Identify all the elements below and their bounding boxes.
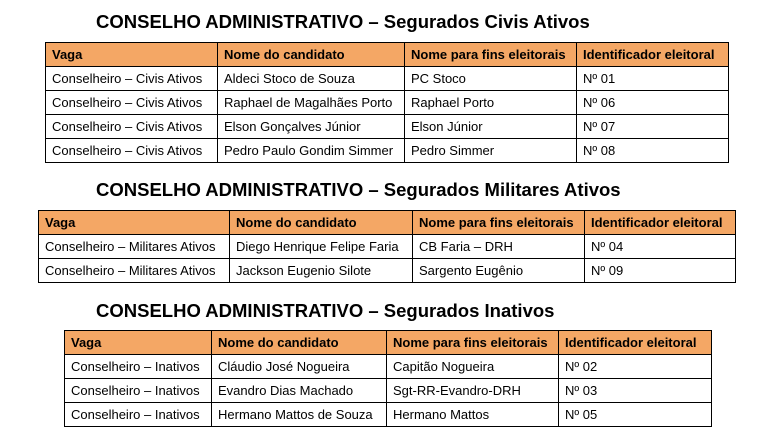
cell-nome-candidato: Elson Gonçalves Júnior (218, 115, 405, 139)
cell-vaga: Conselheiro – Civis Ativos (46, 91, 218, 115)
table-header-row (39, 211, 736, 235)
cell-nome-eleitoral: Raphael Porto (405, 91, 577, 115)
table-civis-ativos (45, 42, 729, 163)
col-header-nome-eleitoral: Nome para fins eleitorais (387, 331, 559, 355)
col-header-identificador: Identificador eleitoral (585, 211, 736, 235)
cell-vaga: Conselheiro – Civis Ativos (46, 115, 218, 139)
cell-identificador: Nº 06 (577, 91, 729, 115)
cell-nome-candidato: Jackson Eugenio Silote (230, 259, 413, 283)
cell-nome-candidato: Diego Henrique Felipe Faria (230, 235, 413, 259)
cell-identificador: Nº 02 (559, 355, 712, 379)
cell-identificador: Nº 04 (585, 235, 736, 259)
cell-identificador: Nº 07 (577, 115, 729, 139)
cell-identificador: Nº 09 (585, 259, 736, 283)
cell-nome-eleitoral: CB Faria – DRH (413, 235, 585, 259)
cell-vaga: Conselheiro – Inativos (65, 355, 212, 379)
cell-nome-eleitoral: Capitão Nogueira (387, 355, 559, 379)
section-title-militares-ativos: CONSELHO ADMINISTRATIVO – Segurados Militares Ativos (96, 179, 621, 200)
table-row (46, 67, 729, 91)
cell-nome-candidato: Hermano Mattos de Souza (212, 403, 387, 427)
col-header-vaga: Vaga (46, 43, 218, 67)
table-row (65, 403, 712, 427)
cell-identificador: Nº 08 (577, 139, 729, 163)
cell-vaga: Conselheiro – Civis Ativos (46, 67, 218, 91)
col-header-vaga: Vaga (65, 331, 212, 355)
cell-nome-eleitoral: Pedro Simmer (405, 139, 577, 163)
cell-nome-candidato: Aldeci Stoco de Souza (218, 67, 405, 91)
table-row (39, 235, 736, 259)
col-header-nome-candidato: Nome do candidato (212, 331, 387, 355)
col-header-nome-eleitoral: Nome para fins eleitorais (413, 211, 585, 235)
table-militares-ativos (38, 210, 736, 283)
col-header-vaga: Vaga (39, 211, 230, 235)
table-header-row (46, 43, 729, 67)
cell-vaga: Conselheiro – Inativos (65, 403, 212, 427)
table-row (46, 91, 729, 115)
table-row (65, 379, 712, 403)
cell-nome-candidato: Raphael de Magalhães Porto (218, 91, 405, 115)
cell-vaga: Conselheiro – Militares Ativos (39, 235, 230, 259)
table-row (39, 259, 736, 283)
cell-nome-eleitoral: Elson Júnior (405, 115, 577, 139)
table-row (65, 355, 712, 379)
cell-vaga: Conselheiro – Inativos (65, 379, 212, 403)
cell-nome-eleitoral: PC Stoco (405, 67, 577, 91)
cell-identificador: Nº 03 (559, 379, 712, 403)
col-header-nome-candidato: Nome do candidato (218, 43, 405, 67)
section-title-inativos: CONSELHO ADMINISTRATIVO – Segurados Inativos (96, 300, 555, 321)
cell-identificador: Nº 01 (577, 67, 729, 91)
col-header-identificador: Identificador eleitoral (559, 331, 712, 355)
cell-nome-eleitoral: Sgt-RR-Evandro-DRH (387, 379, 559, 403)
cell-identificador: Nº 05 (559, 403, 712, 427)
cell-nome-candidato: Pedro Paulo Gondim Simmer (218, 139, 405, 163)
cell-nome-eleitoral: Sargento Eugênio (413, 259, 585, 283)
cell-nome-eleitoral: Hermano Mattos (387, 403, 559, 427)
col-header-nome-eleitoral: Nome para fins eleitorais (405, 43, 577, 67)
col-header-identificador: Identificador eleitoral (577, 43, 729, 67)
cell-vaga: Conselheiro – Militares Ativos (39, 259, 230, 283)
table-inativos (64, 330, 712, 427)
table-header-row (65, 331, 712, 355)
table-row (46, 115, 729, 139)
cell-nome-candidato: Cláudio José Nogueira (212, 355, 387, 379)
table-row (46, 139, 729, 163)
cell-nome-candidato: Evandro Dias Machado (212, 379, 387, 403)
cell-vaga: Conselheiro – Civis Ativos (46, 139, 218, 163)
col-header-nome-candidato: Nome do candidato (230, 211, 413, 235)
section-title-civis-ativos: CONSELHO ADMINISTRATIVO – Segurados Civis Ativos (96, 11, 590, 32)
